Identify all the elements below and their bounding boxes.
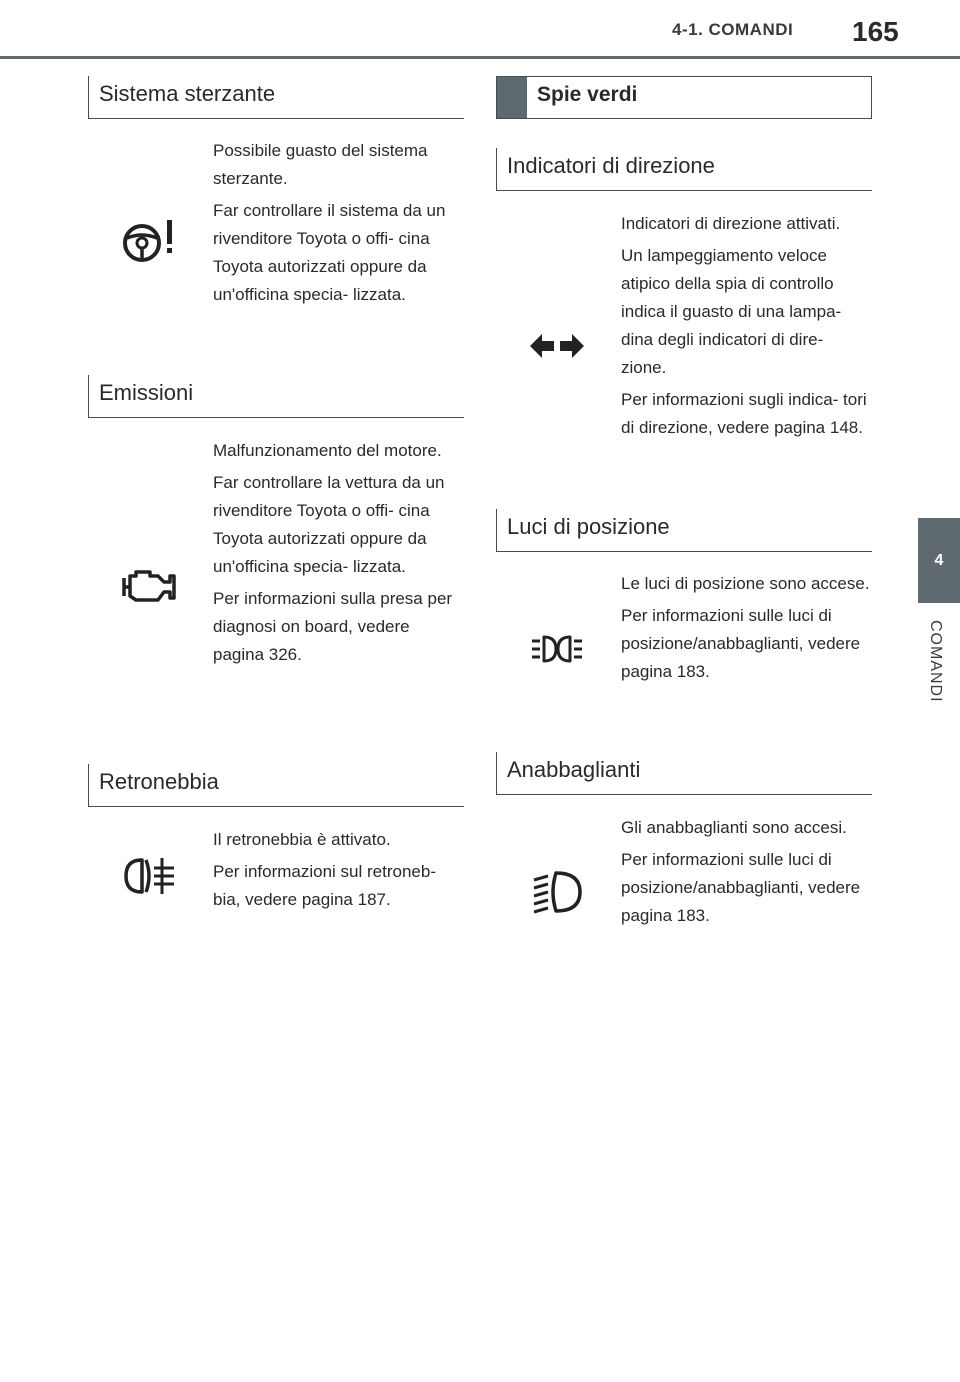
paragraph: Malfunzionamento del motore. (213, 441, 442, 460)
paragraph: Far controllare la vettura da un rivenditore Toyota o offi- cina Toyota autorizzati oppure da un'officina specia- lizzata. (213, 473, 445, 576)
paragraph: Un lampeggiamento veloce atipico della spia di controllo indica il guasto di una lampa- dina degli indicatori di dire- zione. (621, 246, 842, 377)
section-heading-position-lights (496, 509, 872, 552)
rear-fog-description (213, 826, 463, 918)
section-heading-steering (88, 76, 464, 119)
section-title: Luci di posizione (507, 514, 670, 539)
paragraph: Il retronebbia è attivato. (213, 830, 391, 849)
turn-signals-description (621, 210, 871, 446)
heading-accent-bar (497, 77, 527, 118)
turn-signal-icon (530, 333, 584, 359)
position-lights-icon (530, 633, 584, 665)
section-heading-turn-signals (496, 148, 872, 191)
paragraph: Per informazioni sulle luci di posizione/anabbaglianti, vedere pagina 183. (621, 850, 861, 925)
steering-description (213, 137, 463, 313)
paragraph: Far controllare il sistema da un rivenditore Toyota o offi- cina Toyota autorizzati oppure da un'officina specia- lizzata. (213, 201, 446, 304)
emissions-description (213, 437, 463, 673)
position-lights-description (621, 570, 871, 690)
paragraph: Per informazioni sulla presa per diagnosi on board, vedere pagina 326. (213, 589, 453, 664)
paragraph: Gli anabbaglianti sono accesi. (621, 818, 847, 837)
section-title: Emissioni (99, 380, 194, 405)
paragraph: Le luci di posizione sono accese. (621, 574, 870, 593)
section-title: Anabbaglianti (507, 757, 641, 782)
engine-icon (122, 568, 176, 604)
chapter-tab-label: COMANDI (927, 620, 944, 703)
section-title: Retronebbia (99, 769, 219, 794)
low-beam-description (621, 814, 871, 934)
section-title: Indicatori di direzione (507, 153, 715, 178)
paragraph: Possibile guasto del sistema sterzante. (213, 141, 428, 188)
section-heading-emissions (88, 375, 464, 418)
section-title: Sistema sterzante (99, 81, 276, 106)
header-rule (0, 56, 960, 59)
header-section-title: 4-1. COMANDI (672, 20, 794, 39)
paragraph: Per informazioni sugli indica- tori di direzione, vedere pagina 148. (621, 390, 867, 437)
paragraph: Per informazioni sulle luci di posizione/anabbaglianti, vedere pagina 183. (621, 606, 861, 681)
rear-fog-icon (122, 856, 176, 896)
steering-warning-icon (120, 218, 176, 268)
paragraph: Indicatori di direzione attivati. (621, 214, 841, 233)
low-beam-icon (530, 870, 584, 914)
paragraph: Per informazioni sul retroneb- bia, vedere pagina 187. (213, 862, 436, 909)
chapter-tab: 4 (918, 518, 960, 603)
section-heading-green-lights (496, 76, 872, 119)
page-number: 165 (852, 16, 899, 47)
section-heading-rear-fog (88, 764, 464, 807)
section-heading-low-beam (496, 752, 872, 795)
section-title: Spie verdi (537, 83, 638, 106)
